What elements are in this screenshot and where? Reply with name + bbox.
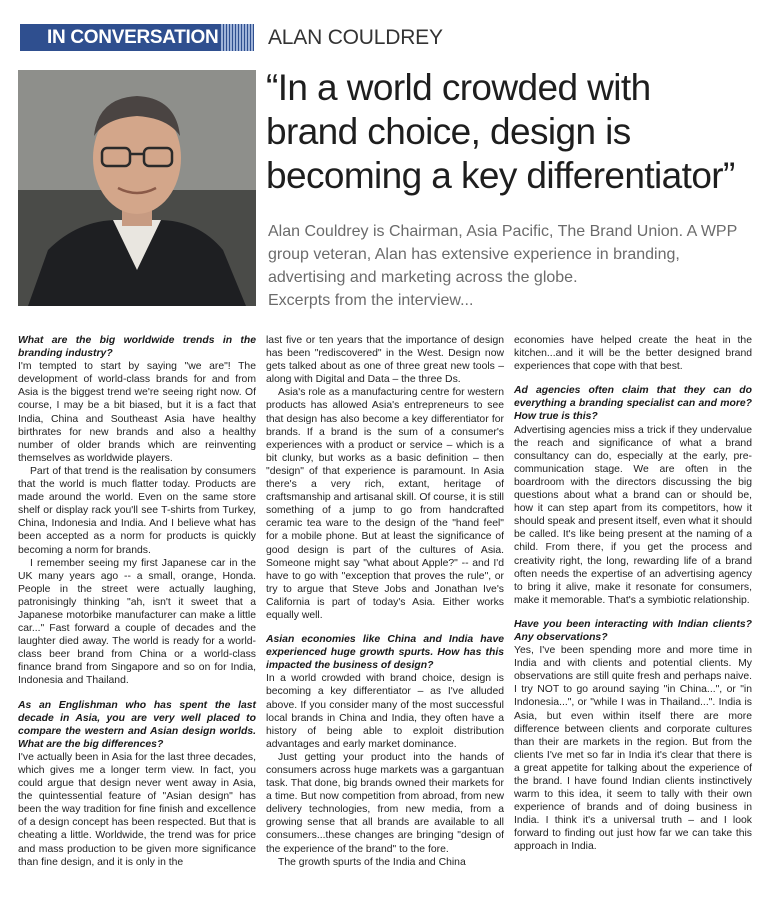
interview-question: Ad agencies often claim that they can do everything a branding specialist can and more? How true is this?: [514, 385, 752, 423]
answer-paragraph: Yes, I've been spending more and more time in India and with clients and potential clients. My observations are still quite fresh and perhaps naive. I try NOT to go around saying "in China...", or "in Indonesia...", or "while I was in Thailand...". India is Asia, but even within itself there are more difference between clients and corporate cultures than their are markets in the region. But from the clients I've met so far in India it's clear that there is a great appetite for talking about the experience of the brand. I have found Indian clients instinctively warm to this idea, it seem to tally with their own experience of brands and of doing business in India. I think it's a universal truth – and I look forward to finding out just how far we can take this approach in India.: [514, 645, 752, 853]
paragraph-spacer: [18, 688, 256, 699]
answer-paragraph: Asia's role as a manufacturing centre for western products has allowed Asia's entrepreneurs to see that design has also become a key differentiator for brands. If a brand is the sum of a consumer's experiences with a product or service – which is a bit clunky, but works as a basic definition – then "design" of that experience is paramount. In Asia there's a very rich, extant, heritage of craftsmanship and artisanal skill. Of course, it is still something of a jump to go from handcrafted ceramic tea ware to the design of the "hand feel" for a mobile phone. But at least the significance of good design is part of the cultures of Asia. Someone might say "what about Apple?" -- and I'd have to go with "exception that proves the rule", or try to argue that Steve Jobs and Jonathan Ive's California is part of today's Asia. Either works equally well.: [266, 387, 504, 621]
article-body: [18, 334, 752, 914]
portrait-photo: [18, 70, 256, 306]
portrait-illustration: [18, 70, 256, 306]
paragraph-spacer: [514, 607, 752, 618]
paragraph-spacer: [266, 622, 504, 633]
answer-paragraph: last five or ten years that the importance of design has been "rediscovered" in the West. Design now gets talked about as one of three great new tools – along with Digital and Data – the three Ds.: [266, 335, 504, 386]
standfirst: [268, 220, 748, 312]
section-label: IN CONVERSATION: [47, 26, 219, 48]
answer-paragraph: Part of that trend is the realisation by consumers that the world is much flatter today. Products are made around the world. Even on the same store shelf or display rack you'll see T-shirts from Turkey, China, Indonesia and India. And I believe what has been accepted as a norm for products is quickly becoming a norm for brands.: [18, 465, 256, 556]
headline-quote: “In a world crowded with brand choice, design is becoming a key differentiator”: [266, 67, 735, 196]
article-column-3: [514, 334, 752, 854]
interview-question: Have you been interacting with Indian clients? Any observations?: [514, 618, 752, 643]
article-column-2: [266, 334, 504, 869]
answer-paragraph: Advertising agencies miss a trick if they undervalue the reach and significance of what a brand consultancy can do, especially at the early, pre-communication stage. We are often in the boardroom with the directors discussing the big questions about what a brand can or should be, how it can step apart from its competitors, how it should speak and present itself, even what it should be called. It's like being present at the naming of a child. From there, if you get the process and creativity right, the long, rewarding life of a brand often needs the expertise of an advertising agency to bring it alive, make it resonate for consumers, make it memorable. That's a symbiotic relationship.: [514, 424, 752, 606]
interview-question: Asian economies like China and India have experienced huge growth spurts. How has this impacted the business of design?: [266, 634, 504, 672]
banner-stripes: [220, 24, 254, 51]
article-column-1: [18, 334, 256, 869]
interview-question: What are the big worldwide trends in the branding industry?: [18, 335, 256, 360]
answer-paragraph: Just getting your product into the hands of consumers across huge markets was a gargantuan task. That done, big brands owned their markets for a time. But now competition from abroad, from new delivery technologies, from new media, from a growing sense that all brands are available to all consumers...these changes are bringing "design of the experience of the brand" to the fore.: [266, 751, 504, 855]
paragraph-spacer: [514, 373, 752, 384]
answer-paragraph: I've actually been in Asia for the last three decades, which gives me a longer term view. In fact, you could argue that design never went away in Asia, the quintessential feature of "Asian design" has been the way tradition for fine finish and excellence of a design concept has been respected. But that is cheating a little. Worldwide, the trend was for price and mass production to be given more significance than fine design, and it is only in the: [18, 751, 256, 868]
answer-paragraph: economies have helped create the heat in the kitchen...and it will be the better designed brand experiences that cope with that best.: [514, 335, 752, 373]
answer-paragraph: I remember seeing my first Japanese car in the UK many years ago -- a small, orange, Honda. People in the street were actually laughing, patronisingly thinking "ah, isn't it sweet that a Japanese motorbike manufacturer can make a little car..." Fast forward a couple of decades and the laughter died away. The world is ready for a world-class beer brand from China or a world-class finance brand from Singapore and so on for India, Indonesia and Thailand.: [18, 557, 256, 687]
answer-paragraph: In a world crowded with brand choice, design is becoming a key differentiator – as I've alluded above. If you consider many of the most successful local brands in China and India, they often have a history of being able to exploit distribution advantages and early market dominance.: [266, 673, 504, 750]
section-banner: [20, 24, 254, 51]
answer-paragraph: The growth spurts of the India and China: [278, 856, 466, 868]
interview-question: As an Englishman who has spent the last decade in Asia, you are very well placed to compare the western and Asian design worlds. What are the big differences?: [18, 699, 256, 750]
excerpt-note: Excerpts from the interview...: [268, 292, 474, 309]
byline: ALAN COULDREY: [268, 26, 443, 49]
answer-paragraph: I'm tempted to start by saying "we are"! The development of world-class brands for and from Asia is the biggest trend we're seeing right now. Of course, I may be a bit biased, but it is a fact that India, China and Southeast Asia have healthy birthrates for new brands and also a healthy number of older brands which are reinventing themselves as worldwide players.: [18, 361, 256, 464]
author-bio: Alan Couldrey is Chairman, Asia Pacific, The Brand Union. A WPP group veteran, Alan has extensive experience in branding, advertising and marketing across the globe.: [268, 223, 737, 286]
